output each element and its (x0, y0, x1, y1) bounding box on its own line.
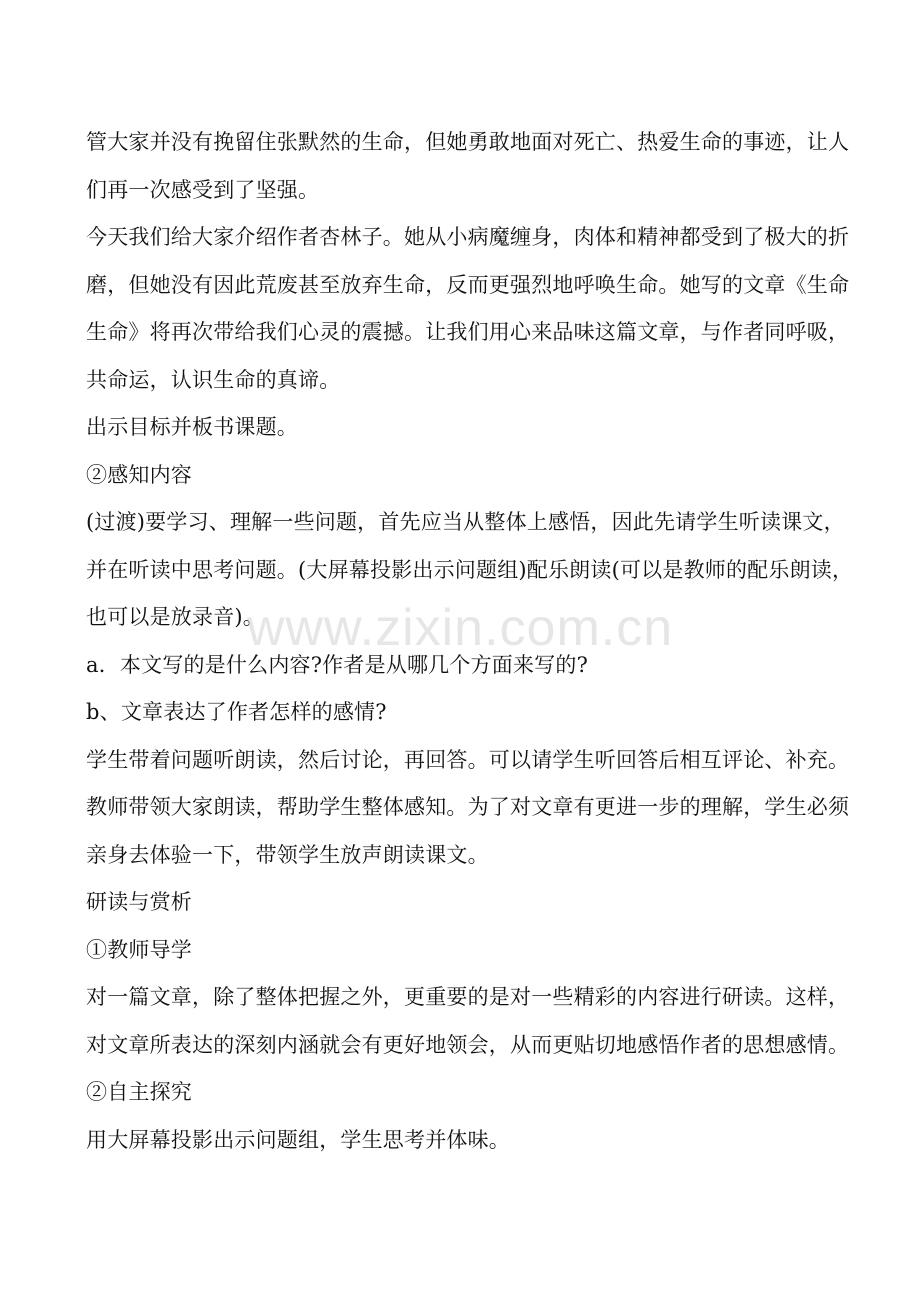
question-item: a．本文写的是什么内容?作者是从哪几个方面来写的? (86, 652, 589, 677)
text-line: 亲身去体验一下，带领学生放声朗读课文。 (86, 842, 489, 867)
section-heading: 研读与赏析 (86, 890, 192, 914)
text-line: 教师带领大家朗读，帮助学生整体感知。为了对文章有更进一步的理解，学生必须 (86, 795, 850, 819)
text-line: 并在听读中思考问题。(大屏幕投影出示问题组)配乐朗读(可以是教师的配乐朗读， (86, 557, 854, 582)
watermark: www.zixin.com.cn (246, 599, 674, 657)
text-line: 共命运，认识生命的真谛。 (86, 367, 341, 392)
text-line: 管大家并没有挽留住张默然的生命，但她勇敢地面对死亡、热爱生命的事迹，让人 (86, 130, 850, 154)
text-line: 生命》将再次带给我们心灵的震撼。让我们用心来品味这篇文章，与作者同呼吸， (86, 320, 850, 344)
section-heading: ②自主探究 (86, 1080, 192, 1104)
text-line: 今天我们给大家介绍作者杏林子。她从小病魔缠身，肉体和精神都受到了极大的折 (86, 225, 850, 249)
text-line: 出示目标并板书课题。 (86, 415, 298, 439)
text-line: (过渡)要学习、理解一些问题，首先应当从整体上感悟，因此先请学生听读课文， (86, 510, 845, 534)
question-item: b、文章表达了作者怎样的感情? (86, 700, 387, 724)
section-heading: ①教师导学 (86, 937, 192, 962)
text-line: 磨，但她没有因此荒废甚至放弃生命，反而更强烈地呼唤生命。她写的文章《生命 (86, 272, 850, 297)
section-heading: ②感知内容 (86, 462, 192, 487)
text-line: 学生带着问题听朗读，然后讨论，再回答。可以请学生听回答后相互评论、补充。 (86, 747, 850, 772)
text-line: 用大屏幕投影出示问题组，学生思考并体味。 (86, 1127, 510, 1152)
text-line: 们再一次感受到了坚强。 (86, 177, 320, 202)
text-line: 对文章所表达的深刻内涵就会有更好地领会，从而更贴切地感悟作者的思想感情。 (86, 1032, 850, 1057)
text-line: 对一篇文章，除了整体把握之外，更重要的是对一些精彩的内容进行研读。这样， (86, 985, 850, 1009)
text-line: 也可以是放录音)。 (86, 605, 264, 629)
document-body (86, 119, 854, 1164)
